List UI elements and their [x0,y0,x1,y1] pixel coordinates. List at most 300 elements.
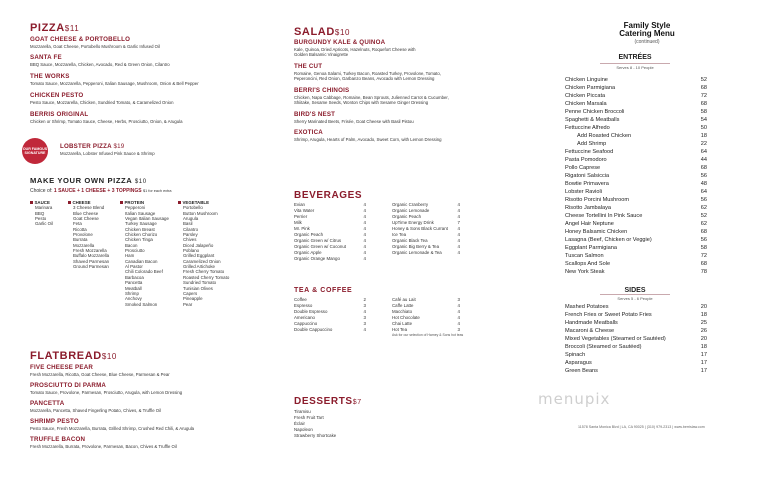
table-row [565,84,707,92]
list-item: Strawberry Shortcake [294,432,337,438]
divider [600,63,670,64]
row-price: 72 [700,93,707,99]
row-name: Pasta Pomodoro [565,157,607,163]
table-row [294,308,366,314]
item-desc: Chicken, Napa Cabbage, Romaine, Bean Sprouts, Julienned Carrot & Cucumber, [294,94,449,100]
row-price: 18 [700,344,707,350]
item-name: GOAT CHEESE & PORTOBELLO [30,36,131,43]
option: Caramelized Onion [183,258,221,264]
option: Buffalo Mozzarella [73,253,110,259]
row-name: Angel Hair Neptune [565,221,614,227]
table-row [294,302,366,308]
table-row [294,231,366,237]
table-row [565,335,707,343]
row-name: Milk [294,219,302,225]
table-row [565,156,707,164]
row-price: 4 [457,320,460,326]
catering-title-line1: Family Style [623,21,671,30]
byo-choice [30,188,172,194]
row-name: Vita Water [294,207,315,213]
row-name: Macchiato [392,308,413,314]
menu-item [30,382,182,395]
row-price: 3 [363,314,366,320]
entrees-list [565,76,707,276]
row-price: 4 [363,201,366,207]
row-name: Spinach [565,352,586,358]
table-row [294,326,366,332]
table-row [565,268,707,276]
item-desc: Mozzarella, Goat Cheese, Portobello Mushroom & Garlic Infused Oil [30,43,160,49]
menu-item [294,111,414,124]
option: Burrata [73,237,88,243]
table-row [565,252,707,260]
table-row [565,260,707,268]
row-price: 22 [700,141,707,147]
row-price: 17 [700,368,707,374]
item-name: BURGUNDY KALE & QUINOA [294,39,386,46]
row-price: 7 [457,219,460,225]
row-name: Spaghetti & Meatballs [565,117,620,123]
item-desc: Chicken or Shrimp, Tomato Sauce, Cheese, Herbs, Prosciutto, Onion, & Arugula [30,118,183,124]
catering-title-line2: Catering Menu [619,29,675,38]
row-name: Espresso [294,302,313,308]
row-price: 4 [457,201,460,207]
row-name: Evian [294,201,305,207]
row-name: French Fries or Sweet Potato Fries [565,312,652,318]
row-price: 4 [457,302,460,308]
column-header: VEGETABLE [178,200,240,205]
row-name: Eggplant Parmigiana [565,245,617,251]
table-row [565,124,707,132]
row-price: 26 [700,328,707,334]
divider [600,294,670,295]
menu-item [294,63,441,81]
item-desc: Fresh Mozzarella, Burrata, Provolone, Parmesan, Bacon, Chives & Truffle Oil [30,443,177,449]
sides-heading [560,287,710,294]
option: Chicken Breast [125,226,155,232]
row-price: 68 [700,165,707,171]
table-row [565,204,707,212]
option: Fresh Cherry Tomato [183,269,225,275]
option: Smoked Salmon [125,301,158,307]
row-name: Double Cappuccino [294,326,333,332]
option: Garlic Oil [35,221,54,227]
row-name: Chicken Piccata [565,93,606,99]
beverages-title [294,190,362,201]
row-price: 62 [700,205,707,211]
option: Al Pastor [125,264,143,270]
item-desc: Mozzarella, Pancetta, Shaved Fingerling Potato, Chives, & Truffle Oil [30,407,162,413]
option: Vegan Italian Sausage [125,216,169,222]
option: Sundried Tomato [183,280,217,286]
row-name: Americano [294,314,315,320]
table-row [565,228,707,236]
row-price: 4 [363,249,366,255]
row-price: 58 [700,245,707,251]
table-row [565,244,707,252]
row-name: Chicken Linguine [565,77,608,83]
option: Meatball [125,285,142,291]
menu-item [294,87,449,105]
row-price: 3 [457,296,460,302]
row-name: Organic Green w/ Citrus [294,237,342,243]
table-row [392,243,460,249]
list-item: Tiramisu [294,408,311,414]
row-price: 4 [363,308,366,314]
item-desc: BBQ Sauce, Mozzarella, Chicken, Avocado, Red & Green Onion, Cilantro [30,61,170,67]
row-price: 3 [457,326,460,332]
option: Parsley [183,232,198,238]
option: Feta [73,221,82,227]
row-name: Green Beans [565,368,598,374]
table-row [392,249,460,255]
row-name: Cappuccino [294,320,318,326]
row-price: 68 [700,229,707,235]
item-name: TRUFFLE BACON [30,436,86,443]
table-row [294,243,366,249]
row-price: 17 [700,360,707,366]
pizza-price: $11 [64,24,80,33]
menu-item [30,54,170,67]
option: Marinara [35,205,53,211]
option: Turkey Sausage [125,221,157,227]
table-row [392,302,460,308]
option: Shrimp [125,290,139,296]
row-name: Organic Peach [392,213,422,219]
row-price: 3 [363,320,366,326]
item-desc: Peperoncini, Red Onion, Garbanzo Beans, Avocado with Lemon Dressing [294,76,435,81]
row-name: UpTime Energy Drink [392,219,434,225]
lobster-pizza [60,143,155,156]
flatbread-price: $10 [101,352,117,361]
row-price: 2 [363,296,366,302]
catering-title [592,22,702,38]
flatbread-title [30,350,117,362]
option: Anchovy [125,296,142,302]
row-name: Add Roasted Chicken [577,133,632,139]
table-row [392,308,460,314]
table-row [565,108,707,116]
item-name: PANCETTA [30,400,65,407]
row-name: Asparagus [565,360,592,366]
item-name: SANTA FE [30,54,62,61]
row-price: 4 [363,243,366,249]
row-name: Risotto Jambalaya [565,205,612,211]
table-row [565,180,707,188]
row-name: Lasagna (Beef, Chicken or Veggie) [565,237,652,243]
tea-title [294,287,352,294]
menu-item [30,73,199,86]
row-price: 4 [457,231,460,237]
row-name: Broccoli (Steamed or Sautéed) [565,344,642,350]
item-desc: Romaine, Genoa Salami, Turkey Bacon, Roasted Turkey, Provolone, Tomato, [294,70,441,76]
lobster-name: LOBSTER PIZZA [60,143,112,150]
byo-title-text: MAKE YOUR OWN PIZZA [30,176,133,185]
row-name: Organic Peach [294,231,324,237]
row-price: 3 [363,302,366,308]
tea-right-list [392,296,460,332]
row-price: 56 [700,237,707,243]
row-name: Cheese Tortellini In Pink Sauce [565,213,643,219]
row-name: Chicken Parmigiana [565,85,616,91]
list-item: Napoleon [294,426,313,432]
column-header: PROTEIN [120,200,178,205]
option: Goat Cheese [73,216,99,222]
row-name: Handmade Meatballs [565,320,618,326]
vegetable-column [178,200,240,307]
option: Pesto [35,216,47,222]
salad-title-text: SALAD [294,26,335,38]
signature-badge [22,138,48,164]
option: Barbacoa [125,274,144,280]
sauce-column [30,200,68,307]
row-price: 4 [363,255,366,261]
option: 3 Cheese Blend [73,205,105,211]
menu-item [30,400,161,413]
option: Tunisian Olives [183,285,213,291]
row-price: 4 [457,213,460,219]
option: Pear [183,301,193,307]
option: Blue Cheese [73,210,99,216]
option: Poblano [183,248,200,254]
table-row [565,188,707,196]
table-row [392,231,460,237]
table-row [565,148,707,156]
byo-price: $10 [134,179,147,185]
protein-column [120,200,178,307]
entrees-caption: Serves 8 - 10 People [616,65,654,70]
row-price: 64 [700,189,707,195]
table-row [392,237,460,243]
option: Pineapple [183,296,203,302]
option: Grilled Eggplant [183,253,215,259]
table-row [565,164,707,172]
row-price: 50 [700,125,707,131]
row-name: Scallops And Sole [565,261,611,267]
row-name: Coffee [294,296,307,302]
row-price: 72 [700,253,707,259]
table-row [565,311,707,319]
option: Capers [183,290,198,296]
item-desc: Fresh Mozzarella, Ricotta, Goat Cheese, Blue Cheese, Parmesan & Pear [30,371,170,377]
row-price: 4 [457,225,460,231]
row-price: 4 [363,213,366,219]
list-item: Fresh Fruit Tart [294,414,324,420]
row-name: Rigatoni Salsiccia [565,173,610,179]
table-row [565,100,707,108]
row-price: 68 [700,261,707,267]
table-row [565,367,707,375]
option: Shaved Parmesan [73,258,110,264]
table-row [565,351,707,359]
table-row [392,213,460,219]
row-price: 4 [363,326,366,332]
byo-choice-label: Choice of: [30,188,53,194]
continued-label: (continued) [634,39,660,45]
flatbread-title-text: FLATBREAD [30,350,102,362]
row-price: 4 [457,237,460,243]
row-price: 20 [700,304,707,310]
row-price: 54 [700,117,707,123]
item-name: FIVE CHEESE PEAR [30,364,94,371]
column-header: CHEESE [68,200,120,205]
menu-item [30,36,160,49]
row-price: 64 [700,149,707,155]
item-name: BERRIS ORIGINAL [30,111,89,118]
table-row [294,296,366,302]
option: Chili Colorado Beef [125,269,163,275]
item-desc: Pesto Sauce, Mozzarella, Chicken, Sundried Tomato, & Caramelized Onion [30,99,174,105]
table-row [392,207,460,213]
byo-options [30,200,240,307]
item-name: SHRIMP PESTO [30,418,79,425]
option: Diced Jalapeño [183,242,214,248]
row-price: 18 [700,133,707,139]
row-name: Pollo Caprese [565,165,601,171]
tea-title-text: TEA & COFFEE [294,287,353,294]
row-price: 4 [363,237,366,243]
option: Ground Parmesan [73,264,109,270]
byo-choice-extra: $1 for each extra [143,189,172,193]
row-name: Organic Big Berry & Tea [392,243,440,249]
row-price: 4 [363,219,366,225]
table-row [565,319,707,327]
item-desc: Tomato Sauce, Mozzarella, Pepperoni, Italian Sausage, Mushroom, Onion & Bell Pepper [30,80,199,86]
table-row [392,314,460,320]
table-row [392,320,460,326]
menupix-watermark: menupix [538,390,611,408]
table-row [565,327,707,335]
sides-list [565,303,707,375]
row-price: 52 [700,77,707,83]
menu-item [30,418,194,431]
row-name: New York Steak [565,269,605,275]
option: Cilantro [183,226,199,232]
desserts-title-text: DESSERTS [294,396,353,407]
option: Fresh Mozzarella [73,248,107,254]
option: Canadian Bacon [125,258,158,264]
table-row [565,196,707,204]
table-row [294,201,366,207]
table-row [392,219,460,225]
lobster-desc: Mozzarella, Lobster Infused Pink Sauce & Shrimp [60,150,155,156]
row-price: 56 [700,173,707,179]
item-desc: Pesto Sauce, Fresh Mozzarella, Burrata, Grilled Shrimp, Crushed Red Chili, & Arugula [30,425,195,431]
row-price: 48 [700,181,707,187]
option: Prosciutto [125,248,145,254]
row-name: Penne Chicken Broccoli [565,109,625,115]
option: Basil [183,221,193,227]
pizza-title-text: PIZZA [30,22,65,34]
sides-heading-text: SIDES [624,287,646,294]
row-price: 78 [700,269,707,275]
entrees-heading [560,54,710,61]
row-price: 58 [700,109,707,115]
footer-address: 11578 Santa Monica Blvd | LA, CA 90025 | (310) 979-2313 | www.berrislaw.com [578,425,705,429]
row-price: 4 [363,207,366,213]
table-row [392,296,460,302]
row-name: Bowtie Primavera [565,181,609,187]
row-price: 4 [457,314,460,320]
menu-item [30,92,173,105]
option: Chives [183,237,197,243]
row-name: Fettuccine Alfredo [565,125,610,131]
table-row [294,255,366,261]
sides-caption: Serves 5 - 6 People [617,296,653,301]
cheese-column [68,200,120,307]
row-price: 4 [363,225,366,231]
item-desc: Kale, Quinoa, Dried Apricots, Hazelnuts, Roquefort Cheese with [294,46,416,52]
row-name: Perrier [294,213,308,219]
tea-note: Ask for our selection of Harney & Sons hot teas [392,333,464,337]
item-desc: Tomato Sauce, Provolone, Parmesan, Prosciutto, Arugula, with Lemon Dressing [30,389,183,395]
option: Italian Sausage [125,210,156,216]
table-row [565,76,707,84]
item-desc: Shiitake, Sesame Seeds, Wonton Chips with Sesame Ginger Dressing [294,100,429,105]
item-name: THE WORKS [30,73,70,80]
menu-item [294,39,416,57]
row-name: Honey & Sons Black Currant [392,225,448,231]
option: Button Mushroom [183,210,218,216]
row-name: Mixed Vegetables (Steamed or Sautéed) [565,336,666,342]
item-name: THE CUT [294,63,323,70]
row-price: 68 [700,85,707,91]
menu-item [294,129,442,142]
option: Pancetta [125,280,143,286]
menu-item [30,111,183,124]
option: Arugula [183,216,199,222]
byo-title [30,176,147,185]
item-name: CHICKEN PESTO [30,92,84,99]
option: Grilled Artichoke [183,264,215,270]
pizza-title [30,22,79,34]
menu-item [30,436,177,449]
table-row [294,219,366,225]
row-name: Mr. Pink [294,225,310,231]
table-row [294,237,366,243]
row-price: 25 [700,320,707,326]
desserts-title [294,396,362,407]
row-name: Organic Apple [294,249,322,255]
option: Pepperoni [125,205,146,211]
row-name: Fettuccine Seafood [565,149,614,155]
tea-left-list [294,296,366,332]
table-row [565,92,707,100]
row-name: Chai Latte [392,320,413,326]
row-price: 68 [700,101,707,107]
row-name: Organic Green w/ Coconut [294,243,346,249]
table-row [565,140,707,148]
beverages-right-list [392,201,460,255]
row-price: 62 [700,221,707,227]
row-name: Organic Cranberry [392,201,429,207]
row-name: Organic Black Tea [392,237,428,243]
column-header: SAUCE [30,200,68,205]
table-row [565,236,707,244]
beverages-title-text: BEVERAGES [294,190,363,201]
row-name: Mashed Potatoes [565,304,609,310]
row-price: 4 [457,243,460,249]
row-price: 4 [363,231,366,237]
row-name: Double Espresso [294,308,328,314]
row-price: 18 [700,312,707,318]
table-row [565,343,707,351]
row-name: Hot Tea [392,326,408,332]
table-row [294,314,366,320]
table-row [392,326,460,332]
table-row [565,303,707,311]
row-name: Café au Lait [392,296,416,302]
